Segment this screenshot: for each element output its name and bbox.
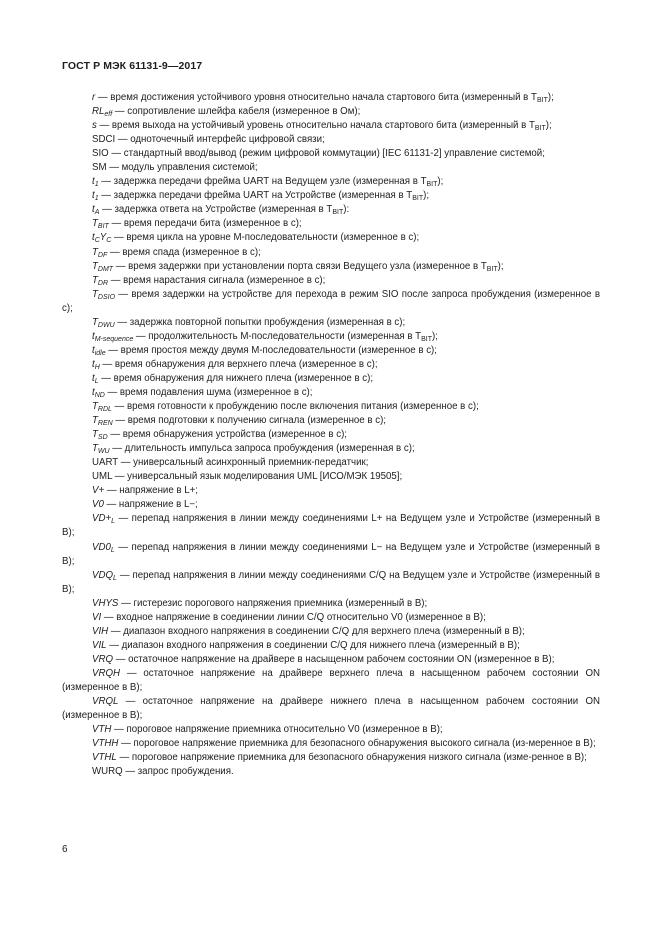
symbol: VTHL bbox=[92, 752, 117, 764]
definition-text: — одноточечный интерфейс цифровой связи; bbox=[115, 134, 325, 146]
symbol-secondary: Y bbox=[99, 232, 107, 244]
page-number: 6 bbox=[62, 844, 68, 855]
symbol-subscript: RDL bbox=[97, 406, 112, 414]
symbol: RL bbox=[92, 106, 105, 118]
definition-text: — время спада (измеренное в с); bbox=[107, 246, 261, 258]
definition-text: — продолжительность M-последовательности (измеренная в T bbox=[133, 330, 422, 342]
definition-text: — диапазон входного напряжения в соединении C/Q для верхнего плеча (измеренный в В); bbox=[108, 625, 525, 637]
definition-text: — время готовности к пробуждению после включения питания (измеренное в с); bbox=[111, 401, 479, 413]
unit-subscript: BIT bbox=[332, 209, 344, 217]
symbol: VTH bbox=[92, 724, 112, 736]
definition-text: — время обнаружения для верхнего плеча (измеренное в с); bbox=[99, 358, 378, 370]
symbol: T bbox=[92, 288, 98, 300]
abbreviation-entry bbox=[62, 372, 600, 386]
symbol: VRQ bbox=[92, 653, 113, 665]
symbol: SIO bbox=[92, 148, 109, 160]
symbol: T bbox=[92, 401, 98, 413]
symbol: T bbox=[92, 218, 98, 230]
symbol: VRQH bbox=[92, 667, 120, 679]
definition-text: — универсальный асинхронный приемник-передатчик; bbox=[118, 457, 369, 469]
abbreviation-entry bbox=[62, 512, 600, 540]
symbol-subscript: DSIO bbox=[97, 293, 116, 301]
definition-tail: ): bbox=[343, 204, 350, 216]
unit-subscript: BIT bbox=[534, 125, 546, 133]
symbol: T bbox=[92, 443, 98, 455]
symbol: UML bbox=[92, 471, 113, 483]
abbreviation-entry bbox=[62, 316, 600, 330]
symbol-subscript: ND bbox=[94, 391, 105, 399]
definition-text: — входное напряжение в соединении линии C/Q относительно V0 (измеренное в В); bbox=[101, 611, 486, 623]
symbol-subscript: WU bbox=[97, 448, 110, 456]
definition-text: — остаточное напряжение на драйвере нижнего плеча в насыщенном рабочем состоянии ON (измеренное в В); bbox=[62, 696, 600, 722]
definition-text: — задержка повторной попытки пробуждения (измеренная в с); bbox=[114, 316, 406, 328]
abbreviation-entry bbox=[62, 344, 600, 358]
definition-text: — перепад напряжения в линии между соединениями L− на Ведущем узле и Устройстве (измеренный в В); bbox=[62, 541, 600, 567]
definition-text: — задержка передачи фрейма UART на Ведущем узле (измеренная в T bbox=[98, 176, 427, 188]
abbreviation-entry bbox=[62, 498, 600, 512]
abbreviation-entry bbox=[62, 175, 600, 189]
unit-subscript: BIT bbox=[412, 195, 424, 203]
definition-text: — модуль управления системой; bbox=[106, 162, 258, 174]
symbol-subscript: C bbox=[94, 237, 100, 245]
symbol-subscript: DMT bbox=[97, 265, 114, 273]
symbol-subscript: REN bbox=[97, 420, 113, 428]
abbreviation-entry bbox=[62, 147, 600, 161]
abbreviation-entry bbox=[62, 695, 600, 723]
symbol: SDCI bbox=[92, 134, 116, 146]
abbreviation-entry bbox=[62, 456, 600, 470]
abbreviation-entry bbox=[62, 470, 600, 484]
abbreviation-entry bbox=[62, 442, 600, 456]
abbreviation-entry bbox=[62, 569, 600, 597]
abbreviation-entry bbox=[62, 246, 600, 260]
document-header: ГОСТ Р МЭК 61131-9—2017 bbox=[62, 60, 203, 72]
definition-text: — время подготовки к получению сигнала (измеренное в с); bbox=[112, 415, 386, 427]
abbreviation-entry bbox=[62, 428, 600, 442]
definition-text: — перепад напряжения в линии между соединениями C/Q на Ведущем узле и Устройстве (измеренный в В); bbox=[62, 569, 600, 595]
definition-text: — остаточное напряжение на драйвере в насыщенном рабочем состоянии ON (измеренное в В); bbox=[113, 653, 555, 665]
symbol: V+ bbox=[92, 485, 105, 497]
symbol-subscript: DF bbox=[97, 251, 108, 259]
definition-text: — время цикла на уровне M-последовательности (измеренное в с); bbox=[111, 232, 420, 244]
symbol: t bbox=[92, 176, 95, 188]
abbreviation-entry bbox=[62, 274, 600, 288]
abbreviation-entry bbox=[62, 288, 600, 316]
symbol: T bbox=[92, 246, 98, 258]
symbol: T bbox=[92, 316, 98, 328]
definition-text: — диапазон входного напряжения в соединении C/Q для нижнего плеча (измеренный в В); bbox=[106, 639, 520, 651]
abbreviations-list bbox=[62, 91, 600, 779]
symbol: t bbox=[92, 330, 95, 342]
abbreviation-entry bbox=[62, 541, 600, 569]
symbol: T bbox=[92, 429, 98, 441]
definition-tail: ); bbox=[437, 176, 444, 188]
definition-text: — остаточное напряжение на драйвере верхнего плеча в насыщенном рабочем состоянии ON (измеренное в В); bbox=[62, 667, 600, 693]
abbreviation-entry bbox=[62, 484, 600, 498]
symbol: VDQ bbox=[92, 569, 113, 581]
symbol-subscript: 1 bbox=[94, 181, 99, 189]
abbreviation-entry bbox=[62, 653, 600, 667]
symbol: VHYS bbox=[92, 597, 119, 609]
symbol-subscript: H bbox=[94, 363, 100, 371]
symbol: SM bbox=[92, 162, 107, 174]
definition-tail: ); bbox=[423, 190, 430, 202]
definition-text: — универсальный язык моделирования UML [ИСО/МЭК 19505]; bbox=[112, 471, 403, 483]
unit-subscript: BIT bbox=[486, 265, 498, 273]
symbol-subscript: A bbox=[94, 209, 100, 217]
symbol: VD0 bbox=[92, 541, 111, 553]
abbreviation-entry bbox=[62, 639, 600, 653]
abbreviation-entry bbox=[62, 751, 600, 765]
symbol: VIH bbox=[92, 625, 109, 637]
symbol: r bbox=[92, 92, 96, 103]
symbol: T bbox=[92, 260, 98, 272]
unit-subscript: BIT bbox=[536, 97, 548, 104]
definition-text: — время передачи бита (измеренное в с); bbox=[108, 218, 302, 230]
symbol: T bbox=[92, 415, 98, 427]
symbol-subscript: eff bbox=[104, 111, 113, 119]
abbreviation-entry bbox=[62, 260, 600, 274]
symbol: VRQL bbox=[92, 696, 119, 708]
symbol: s bbox=[92, 120, 97, 132]
definition-text: — гистерезис порогового напряжения приемника (измеренный в В); bbox=[118, 597, 428, 609]
definition-text: — пороговое напряжение приемника для безопасного обнаружения высокого сигнала (из-меренное в В); bbox=[118, 738, 596, 750]
definition-text: — время достижения устойчивого уровня относительно начала стартового бита (измеренный в T bbox=[95, 92, 537, 103]
definition-text: — время нарастания сигнала (измеренное в с); bbox=[108, 274, 326, 286]
definition-tail: ); bbox=[431, 330, 438, 342]
unit-subscript: BIT bbox=[426, 181, 438, 189]
abbreviation-entry bbox=[62, 203, 600, 217]
definition-text: — длительность импульса запроса пробуждения (измеренная в с); bbox=[109, 443, 415, 455]
symbol: t bbox=[92, 358, 95, 370]
abbreviation-entry bbox=[62, 330, 600, 344]
symbol-subscript: BIT bbox=[97, 223, 109, 231]
abbreviation-entry bbox=[62, 358, 600, 372]
symbol: V0 bbox=[92, 499, 104, 511]
symbol-subscript: DR bbox=[97, 279, 109, 287]
abbreviation-entry bbox=[62, 414, 600, 428]
definition-text: — пороговое напряжение приемника относительно V0 (измеренное в В); bbox=[111, 724, 443, 736]
definition-text: — напряжение в L−; bbox=[103, 499, 198, 511]
definition-text: — время задержки при установлении порта связи Ведущего узла (измеренное в T bbox=[113, 260, 487, 272]
symbol-subscript: M-sequence bbox=[94, 335, 134, 343]
abbreviation-entry bbox=[62, 91, 600, 105]
definition-text: — запрос пробуждения. bbox=[122, 766, 234, 778]
symbol-subscript: L bbox=[113, 574, 117, 582]
symbol-subscript: DWU bbox=[97, 321, 115, 329]
abbreviation-entry bbox=[62, 231, 600, 245]
definition-tail: ); bbox=[497, 260, 504, 272]
definition-text: — время задержки на устройстве для перехода в режим SIO после запроса пробуждения (измеренное в с); bbox=[62, 288, 600, 314]
definition-tail: ); bbox=[547, 92, 554, 103]
symbol: VI bbox=[92, 611, 102, 623]
abbreviation-entry bbox=[62, 667, 600, 695]
symbol: t bbox=[92, 344, 95, 356]
symbol-subscript: L bbox=[110, 546, 115, 554]
symbol: VIL bbox=[92, 639, 107, 651]
definition-text: — время выхода на устойчивый уровень относительно начала стартового бита (измеренный в T bbox=[96, 120, 535, 132]
symbol: t bbox=[92, 386, 95, 398]
symbol-subscript: L bbox=[111, 518, 116, 526]
definition-tail: ); bbox=[545, 120, 552, 132]
abbreviation-entry bbox=[62, 765, 600, 779]
definition-text: — пороговое напряжение приемника для безопасного обнаружения низкого сигнала (изме-ренное в В); bbox=[116, 752, 587, 764]
abbreviation-entry bbox=[62, 217, 600, 231]
symbol-subscript: 1 bbox=[94, 195, 99, 203]
definition-text: — задержка ответа на Устройстве (измеренная в T bbox=[99, 204, 333, 216]
abbreviation-entry bbox=[62, 625, 600, 639]
definition-text: — время обнаружения для нижнего плеча (измеренное в с); bbox=[98, 372, 374, 384]
symbol-secondary-subscript: C bbox=[106, 237, 112, 245]
abbreviation-entry bbox=[62, 723, 600, 737]
abbreviation-entry bbox=[62, 133, 600, 147]
symbol: VD+ bbox=[92, 513, 112, 525]
definition-text: — сопротивление шлейфа кабеля (измеренное в Ом); bbox=[112, 106, 361, 118]
definition-text: — напряжение в L+; bbox=[104, 485, 198, 497]
definition-text: — время обнаружения устройства (измеренное в с); bbox=[107, 429, 347, 441]
abbreviation-entry bbox=[62, 400, 600, 414]
definition-text: — перепад напряжения в линии между соединениями L+ на Ведущем узле и Устройстве (измеренный в В); bbox=[62, 513, 600, 539]
definition-text: — время простоя между двумя M-последовательности (измеренное в с); bbox=[105, 344, 437, 356]
abbreviation-entry bbox=[62, 386, 600, 400]
symbol: t bbox=[92, 204, 95, 216]
abbreviation-entry bbox=[62, 119, 600, 133]
symbol: VTHH bbox=[92, 738, 119, 750]
abbreviation-entry bbox=[62, 161, 600, 175]
symbol: t bbox=[92, 372, 95, 384]
symbol: UART bbox=[92, 457, 119, 469]
definition-text: — стандартный ввод/вывод (режим цифровой коммутации) [IEC 61131-2] управление системой; bbox=[108, 148, 545, 160]
definition-text: — время подавления шума (измеренное в с); bbox=[104, 386, 313, 398]
symbol: T bbox=[92, 274, 98, 286]
symbol-subscript: L bbox=[94, 377, 99, 385]
symbol: t bbox=[92, 232, 95, 244]
symbol-subscript: SD bbox=[97, 434, 108, 442]
abbreviation-entry bbox=[62, 737, 600, 751]
definition-text: — задержка передачи фрейма UART на Устройстве (измеренная в T bbox=[98, 190, 413, 202]
abbreviation-entry bbox=[62, 189, 600, 203]
abbreviation-entry bbox=[62, 105, 600, 119]
symbol: WURQ bbox=[92, 766, 123, 778]
symbol: t bbox=[92, 190, 95, 202]
abbreviation-entry bbox=[62, 597, 600, 611]
unit-subscript: BIT bbox=[421, 335, 432, 343]
abbreviation-entry bbox=[62, 611, 600, 625]
symbol-subscript: idle bbox=[94, 349, 106, 357]
